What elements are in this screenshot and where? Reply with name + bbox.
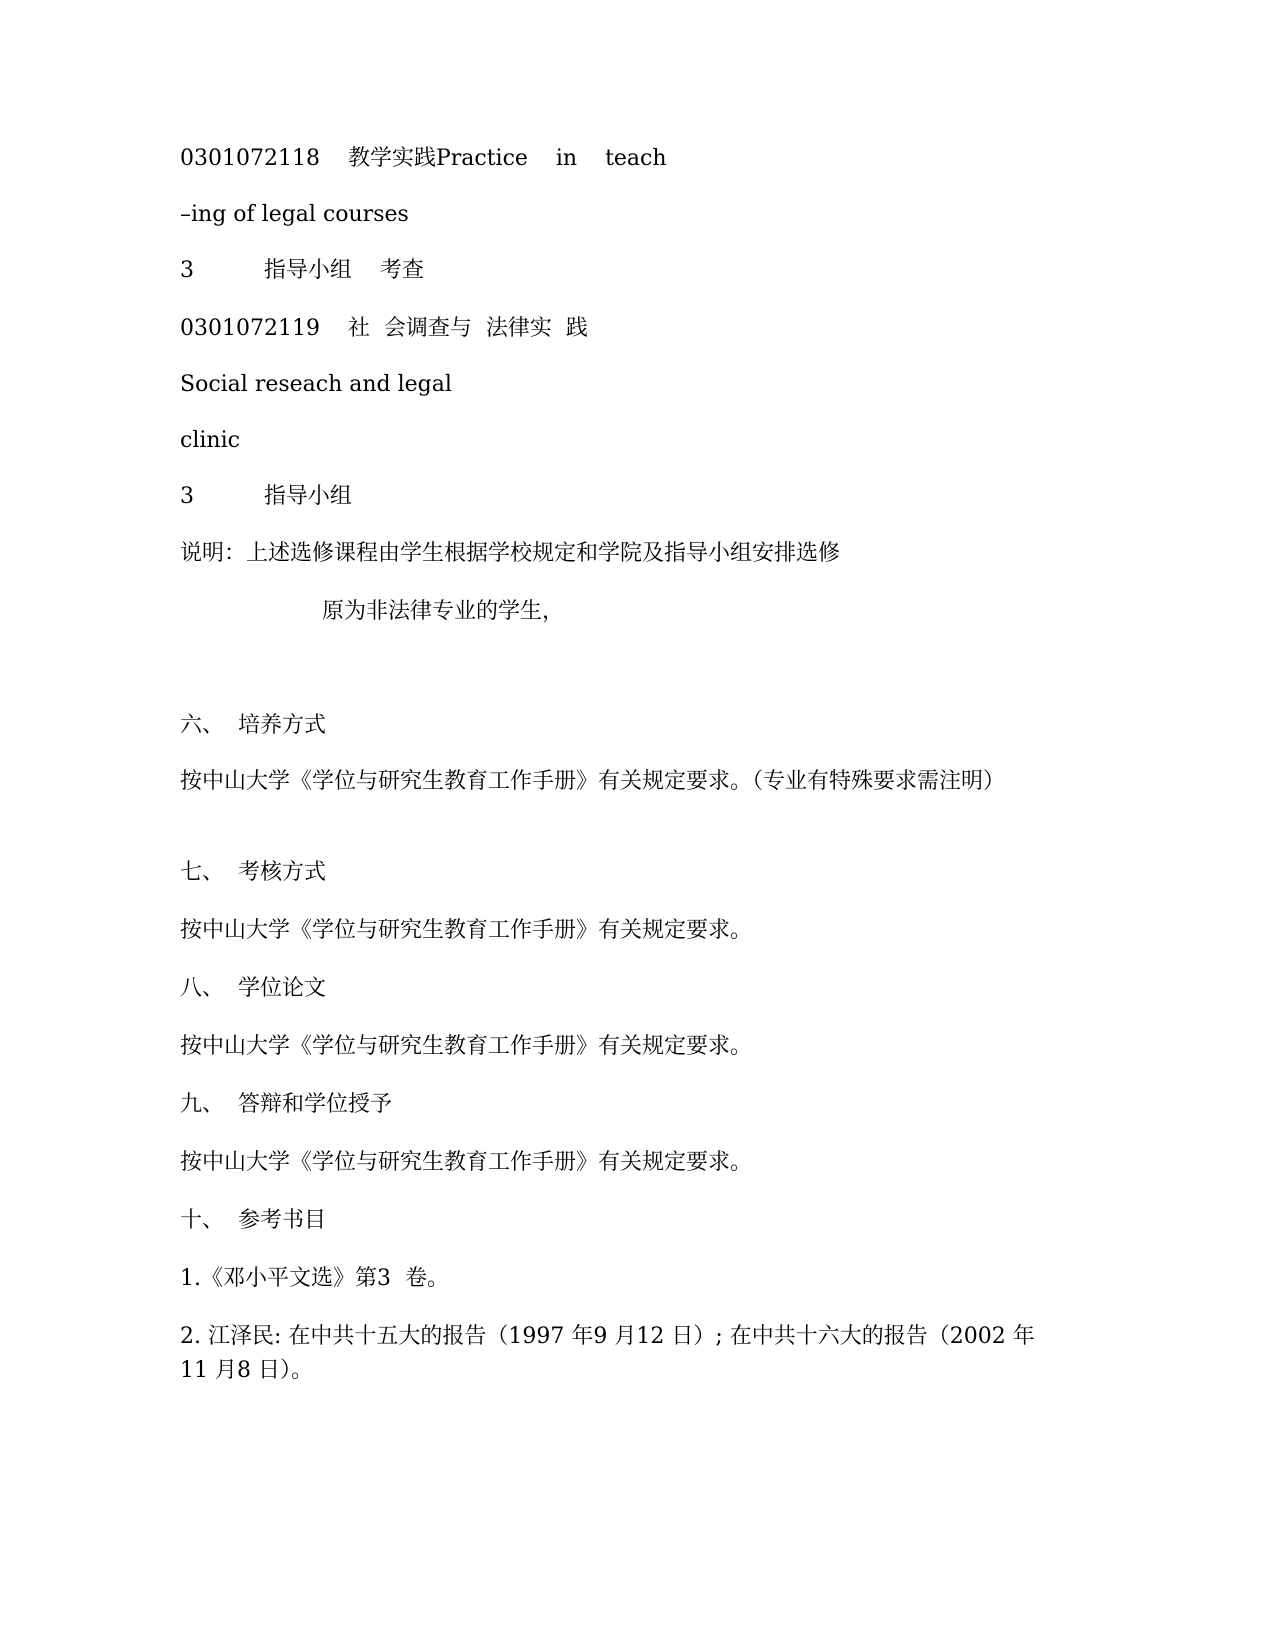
reference-item-1: 1.《邓小平文选》第3 卷。 bbox=[180, 1266, 449, 1291]
section-heading-defense-degree: 九、 答辩和学位授予 bbox=[180, 1092, 392, 1117]
course-row-teaching-practice: 0301072118 教学实践Practice in teach bbox=[180, 146, 667, 171]
section-body-assessment: 按中山大学《学位与研究生教育工作手册》有关规定要求。 bbox=[180, 918, 753, 943]
course-row-social-research: 0301072119 社 会调查与 法律实 践 bbox=[180, 316, 588, 341]
section-body-training-method: 按中山大学《学位与研究生教育工作手册》有关规定要求。（专业有特殊要求需注明） bbox=[180, 769, 1006, 794]
section-heading-training-method: 六、 培养方式 bbox=[180, 713, 326, 738]
section-body-defense-degree: 按中山大学《学位与研究生教育工作手册》有关规定要求。 bbox=[180, 1150, 753, 1175]
section-heading-assessment: 七、 考核方式 bbox=[180, 860, 326, 885]
course-row-teaching-practice-cont: –ing of legal courses bbox=[180, 202, 409, 227]
course-row-social-research-en: Social reseach and legal bbox=[180, 372, 452, 397]
elective-note-indent: 原为非法律专业的学生， bbox=[322, 599, 565, 624]
section-heading-references: 十、 参考书目 bbox=[180, 1208, 326, 1233]
section-heading-thesis: 八、 学位论文 bbox=[180, 976, 326, 1001]
course-row-social-research-en-cont: clinic bbox=[180, 428, 240, 453]
section-body-thesis: 按中山大学《学位与研究生教育工作手册》有关规定要求。 bbox=[180, 1034, 753, 1059]
elective-note: 说明：上述选修课程由学生根据学校规定和学院及指导小组安排选修 bbox=[180, 541, 841, 566]
course-row-teaching-practice-credits: 3 指导小组 考查 bbox=[180, 258, 424, 283]
reference-item-2: 2. 江泽民: 在中共十五大的报告（1997 年9 月12 日）; 在中共十六大的报告（2002 年11 月8 日）。 bbox=[180, 1324, 1035, 1383]
course-row-social-research-credits: 3 指导小组 bbox=[180, 484, 352, 509]
